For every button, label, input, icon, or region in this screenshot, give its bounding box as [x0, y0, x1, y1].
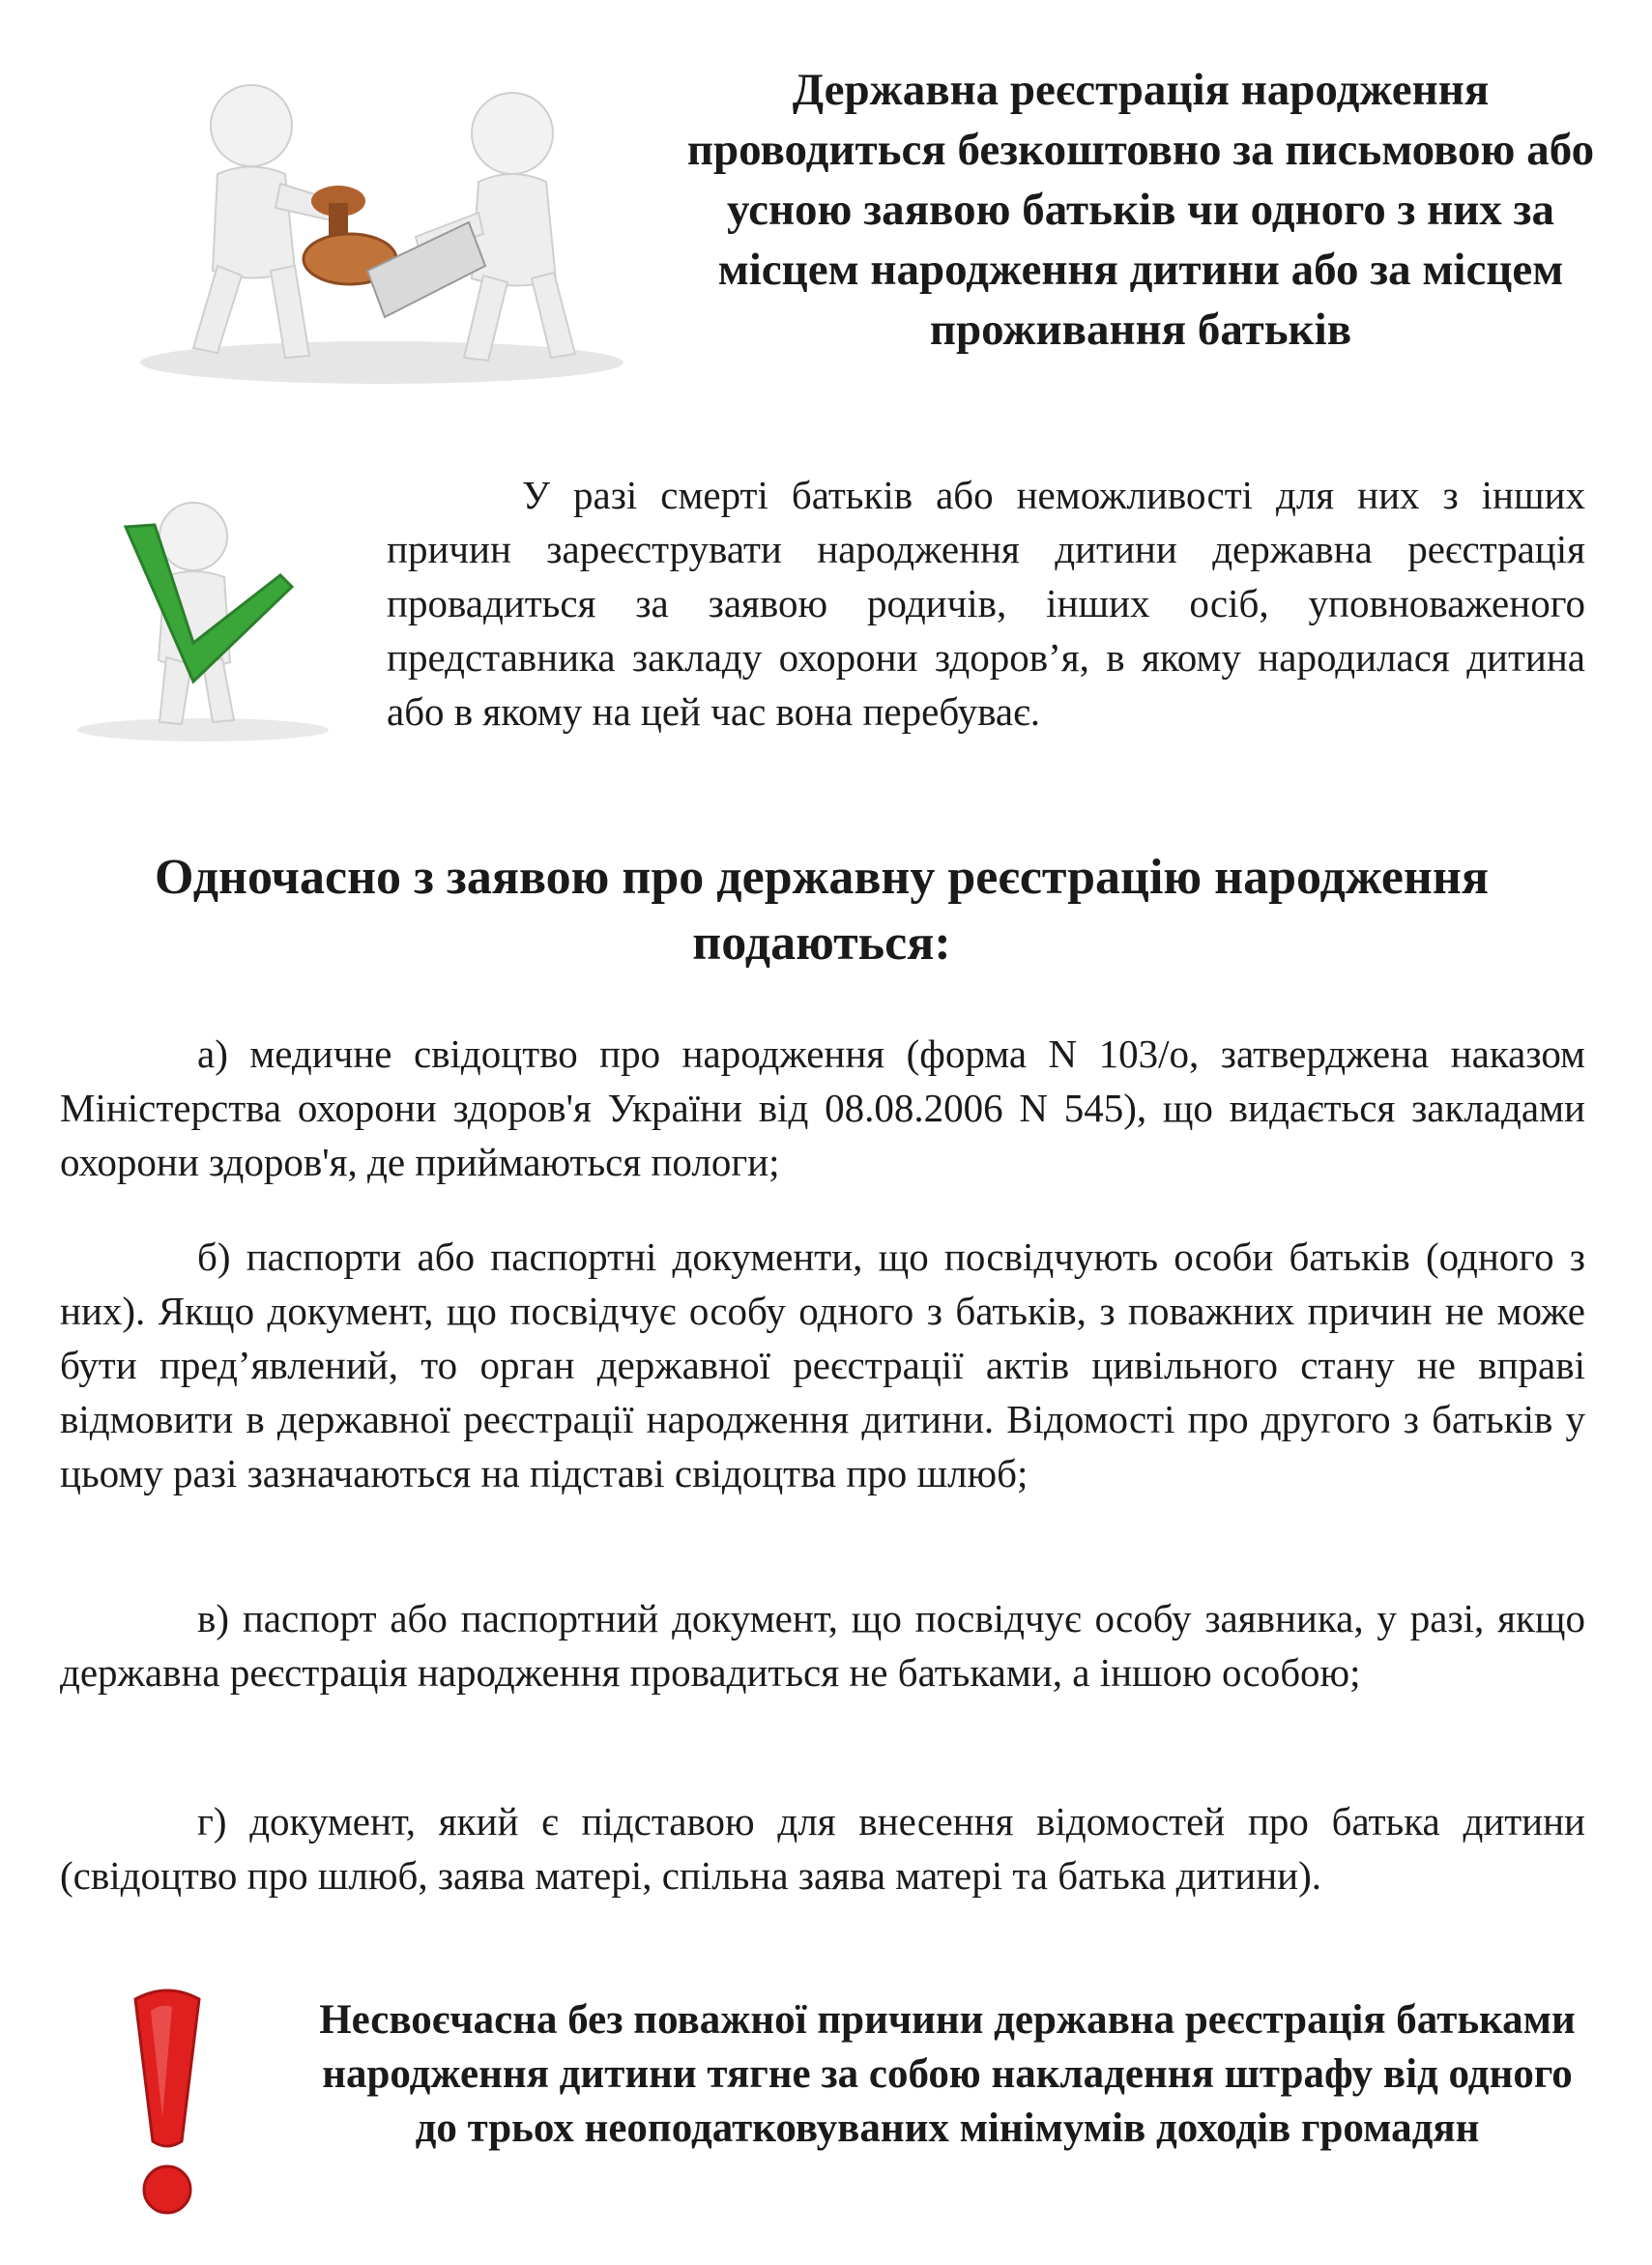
intro-heading: Державна реєстрація народження проводиться безкоштовно за письмовою або усною заявою батьків чи одного з них за місцем народження дитини або за місцем проживання батьків [686, 65, 1595, 355]
document-item-a: а) медичне свідоцтво про народження (форма N 103/о, затверджена наказом Міністерства охорони здоров'я України від 08.08.2006 N 545), що видається закладами охорони здоров'я, де приймаються пологи; [60, 1031, 1585, 1184]
document-item-d: г) документ, який є підставою для внесення відомостей про батька дитини (свідоцтво про шлюб, заява матері, спільна заява матері та батька дитини). [60, 1799, 1585, 1898]
alternative-applicants-paragraph [387, 468, 1585, 739]
stamp-figures-icon [126, 68, 638, 387]
late-registration-warning: Несвоєчасна без поважної причини державна реєстрація батьками народження дитини тягне за собою накладення штрафу від одного до трьох неоподатковуваних мінімумів доходів громадян [319, 1997, 1576, 2151]
alternative-paragraph-text: У разі смерті батьків або неможливості для них з інших причин зареєструвати народження дитини державна реєстрація провадиться за заявою родичів, інших осіб, уповноваженого представника закладу охорони здоров’я, в якому народилася дитина або в якому на цей час вона перебуває. [387, 473, 1585, 734]
documents-heading: Одночасно з заявою про державну реєстрацію народження подаються: [154, 850, 1489, 971]
document-item-b: б) паспорти або паспортні документи, що посвідчують особи батьків (одного з них). Якщо документ, що посвідчує особу одного з батьків, з поважних причин не може бути пред’явлений, то орган державної реєстрації актів цивільного стану не вправі відмовити в державної реєстрації народження дитини. Відомості про другого з батьків у цьому разі зазначаються на підставі свідоцтва про шлюб; [60, 1234, 1585, 1495]
document-item-c: в) паспорт або паспортний документ, що посвідчує особу заявника, у разі, якщо державна реєстрація народження провадиться не батьками, а іншою особою; [60, 1596, 1585, 1695]
checkmark-figure-icon [58, 498, 333, 744]
exclamation-icon [114, 1982, 220, 2223]
